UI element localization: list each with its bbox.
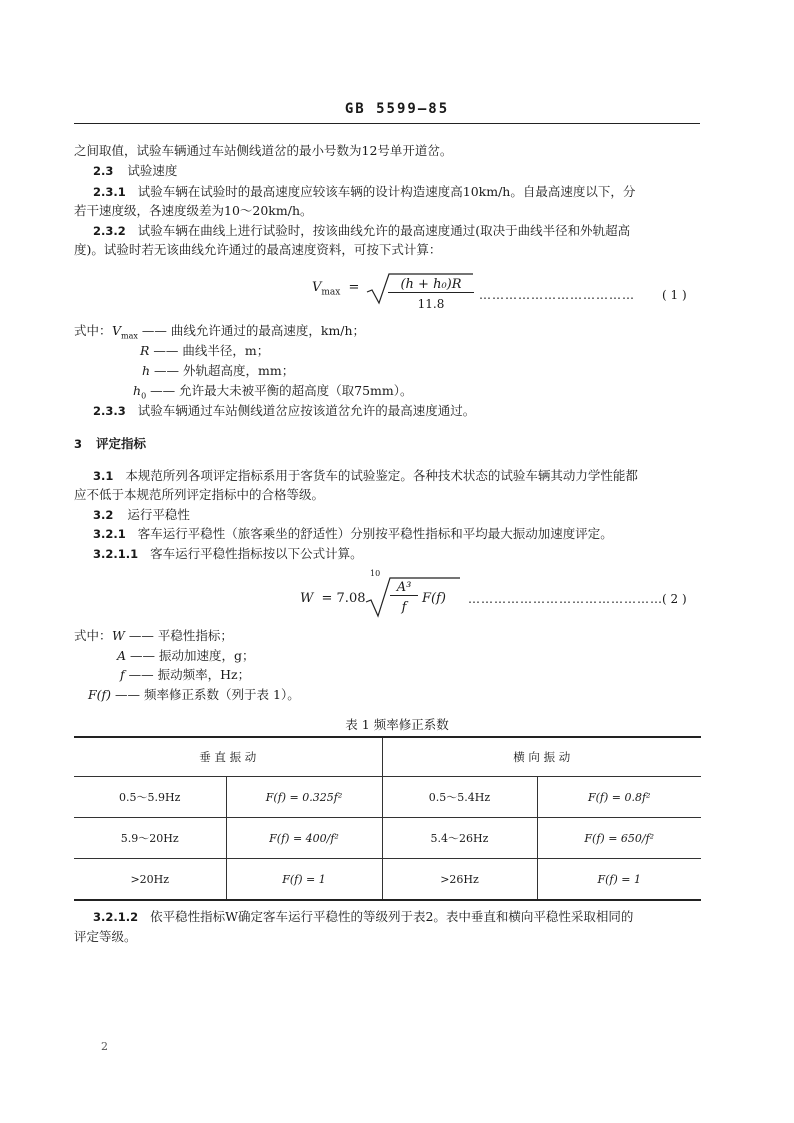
formula-1-label: ( 1 ) (662, 288, 687, 302)
legend-1-item (140, 343, 269, 359)
table-cell: >26Hz (382, 859, 537, 901)
table-row (74, 859, 701, 901)
legend-2-item (117, 648, 255, 664)
paragraph-text: 客车运行平稳性指标按以下公式计算。 (150, 546, 363, 561)
section-2-3-1-line2: 若干速度级，各速度级差为10～20km/h。 (74, 203, 313, 218)
legend-desc: —— 振动加速度，g； (130, 648, 255, 663)
legend-desc: —— 平稳性指标； (128, 628, 233, 643)
table-cell: F(f) = 1 (226, 859, 382, 901)
formula-2 (300, 591, 366, 606)
legend-symbol: h (133, 383, 142, 398)
legend-2-item (120, 667, 250, 683)
section-number: 3.2.1 (93, 527, 126, 541)
legend-symbol: h (142, 363, 151, 378)
legend-2-item (88, 687, 300, 703)
legend-1-item (142, 363, 294, 379)
legend-desc: —— 允许最大未被平衡的超高度（取75mm）。 (150, 383, 413, 398)
section-3-2-1-2-line1 (93, 909, 633, 925)
paragraph-continuation: 之间取值，试验车辆通过车站侧线道岔的最小号数为12号单开道岔。 (74, 143, 453, 158)
section-number: 3.2.1.1 (93, 547, 139, 561)
section-3-2-1-1 (93, 546, 363, 562)
section-2-3-2-line2: 度)。试验时若无该曲线允许通过的最高速度资料，可按下式计算： (74, 242, 442, 257)
section-number: 3.2.1.2 (93, 910, 139, 924)
section-3-2-1 (93, 526, 613, 542)
formula-2-factor: F(f) (422, 591, 446, 606)
section-number: 3.2 (93, 508, 114, 522)
section-number: 3.1 (93, 469, 114, 483)
table-cell: F(f) = 0.325f² (226, 777, 382, 818)
legend-symbol: R (140, 343, 150, 358)
table-row (74, 818, 701, 859)
section-number: 2.3.1 (93, 185, 126, 199)
legend-1-item (133, 383, 412, 405)
table-cell: F(f) = 0.8f² (537, 777, 701, 818)
formula-2-lhs: W (300, 591, 314, 606)
legend-symbol: W (112, 628, 125, 643)
section-3-heading (74, 436, 146, 452)
legend-symbol-sub: 0 (141, 391, 147, 401)
paragraph-text: 客车运行平稳性（旅客乘坐的舒适性）分别按平稳性指标和平均最大振动加速度评定。 (137, 526, 613, 541)
table-cell: 0.5～5.4Hz (382, 777, 537, 818)
paragraph-text: 试验车辆在试验时的最高速度应较该车辆的设计构造速度高10km/h。自最高速度以下，分 (137, 184, 636, 199)
legend-1-prefix: 式中： (74, 323, 112, 338)
table-cell: >20Hz (74, 859, 226, 901)
section-2-3-2-line1 (93, 223, 630, 239)
table-cell: 0.5～5.9Hz (74, 777, 226, 818)
table-1-caption: 表 1 频率修正系数 (345, 717, 449, 732)
legend-desc: —— 振动频率，Hz； (128, 667, 251, 682)
legend-symbol-sub: max (121, 331, 138, 341)
legend-symbol: f (120, 667, 125, 682)
table-cell: 5.9～20Hz (74, 818, 226, 859)
header-vertical-vibration: 垂 直 振 动 (74, 737, 382, 777)
section-number: 2.3 (93, 164, 114, 178)
formula-1-denominator: 11.8 (417, 297, 445, 311)
formula-2-leader: ……………………………………… (468, 592, 663, 606)
formula-1-numerator: (h + h₀)R (388, 277, 474, 293)
formula-2-coef: = 7.08 (321, 591, 366, 606)
section-3-2-heading (93, 507, 190, 523)
section-2-3-heading (93, 163, 177, 179)
document-header: GB 5599—85 (344, 101, 450, 117)
paragraph-text: 试验车辆在曲线上进行试验时，按该曲线允许的最高速度通过(取决于曲线半径和外轨超高 (137, 223, 631, 238)
table-cell: F(f) = 650/f² (537, 818, 701, 859)
table-cell: F(f) = 400/f² (226, 818, 382, 859)
section-title: 试验速度 (127, 163, 178, 178)
section-3-1-line2: 应不低于本规范所列评定指标中的合格等级。 (74, 487, 325, 502)
legend-desc: —— 频率修正系数（列于表 1）。 (115, 687, 300, 702)
legend-2-prefix: 式中： (74, 628, 112, 643)
header-rule (74, 123, 700, 124)
section-3-1-line1 (93, 468, 638, 484)
legend-desc: —— 外轨超高度，mm； (154, 363, 295, 378)
section-number: 3 (74, 437, 83, 451)
section-number: 2.3.3 (93, 404, 126, 418)
legend-symbol: V (112, 323, 122, 338)
legend-1-item (112, 323, 365, 345)
table-row (74, 777, 701, 818)
table-cell: 5.4～26Hz (382, 818, 537, 859)
legend-symbol: F(f) (88, 687, 112, 702)
section-2-3-1-line1 (93, 184, 635, 200)
table-cell: F(f) = 1 (537, 859, 701, 901)
frequency-correction-table (74, 736, 701, 901)
legend-desc: —— 曲线半径，m； (153, 343, 270, 358)
section-number: 2.3.2 (93, 224, 126, 238)
section-2-3-3 (93, 403, 475, 419)
formula-2-denominator: f (401, 600, 407, 615)
formula-1-eq: = (348, 280, 360, 295)
formula-2-root-index: 10 (370, 569, 381, 578)
legend-2-item (112, 628, 233, 644)
formula-1-leader: ……………………………… (479, 288, 635, 302)
paragraph-text: 依平稳性指标W确定客车运行平稳性的等级列于表2。表中垂直和横向平稳性采取相同的 (150, 909, 634, 924)
legend-desc: —— 曲线允许通过的最高速度，km/h； (141, 323, 366, 338)
page-number: 2 (101, 1040, 108, 1053)
table-header-row (74, 737, 701, 777)
formula-2-label: ( 2 ) (662, 592, 687, 606)
header-lateral-vibration: 横 向 振 动 (382, 737, 701, 777)
section-3-2-1-2-line2: 评定等级。 (74, 929, 137, 944)
formula-1 (312, 280, 363, 298)
formula-1-lhs: V (312, 280, 322, 295)
formula-1-lhs-sub: max (321, 287, 341, 298)
formula-2-numerator: A³ (390, 580, 418, 596)
legend-symbol: A (117, 648, 127, 663)
paragraph-text: 试验车辆通过车站侧线道岔应按该道岔允许的最高速度通过。 (137, 403, 476, 418)
paragraph-text: 本规范所列各项评定指标系用于客货车的试验鉴定。各种技术状态的试验车辆其动力学性能都 (125, 468, 638, 483)
section-title: 评定指标 (96, 436, 147, 451)
section-title: 运行平稳性 (127, 507, 190, 522)
